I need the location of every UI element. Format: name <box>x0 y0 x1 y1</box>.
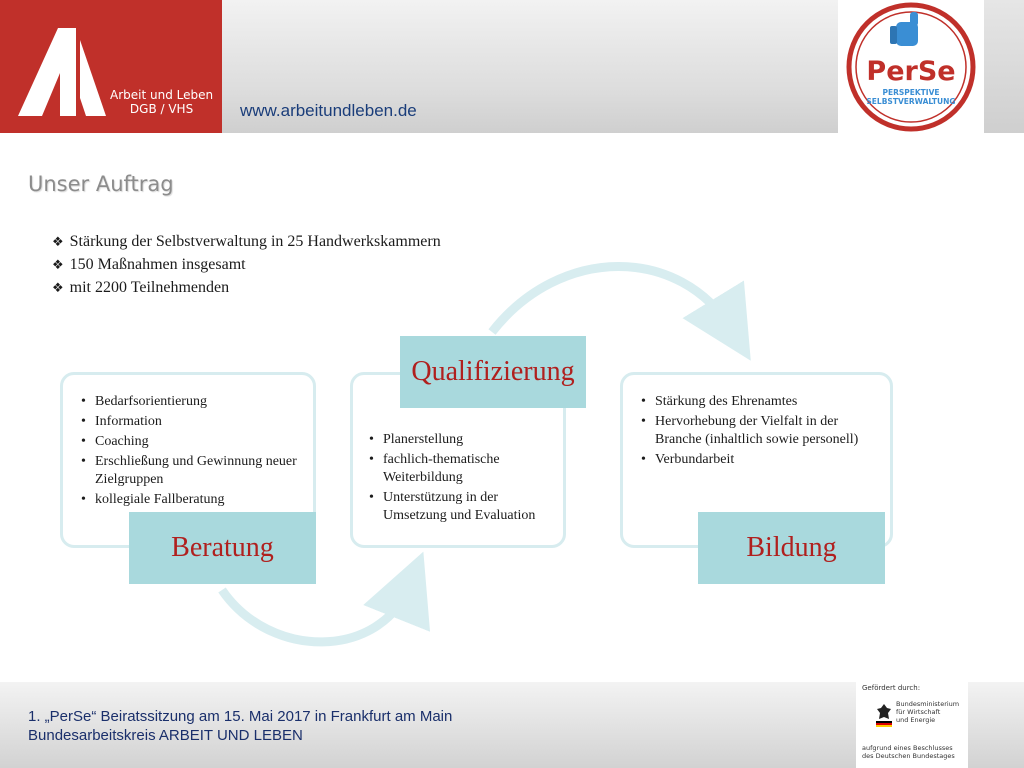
bildung-list <box>637 393 882 469</box>
diamond-bullet-icon: ❖ <box>52 235 64 250</box>
list-item: • Bedarfsorientierung <box>77 393 307 411</box>
arrow-top <box>492 266 732 332</box>
federal-eagle-icon <box>876 702 892 728</box>
logo-line-1: Arbeit und Leben <box>110 88 214 102</box>
footer-text <box>28 707 452 745</box>
diamond-bullet-icon: ❖ <box>52 258 64 273</box>
intro-bullet: ❖ mit 2200 Teilnehmenden <box>52 279 230 296</box>
label-bildung: Bildung <box>698 512 885 584</box>
list-item: • fachlich-thematische Weiterbildung <box>365 451 557 487</box>
badge-sub-1: PERSPEKTIVE <box>882 88 940 97</box>
badge-title: PerSe <box>866 56 956 87</box>
arrow-bottom <box>222 585 410 642</box>
list-item: • Planerstellung <box>365 431 557 449</box>
list-item: • Stärkung des Ehrenamtes <box>637 393 882 411</box>
funded-by-label: Gefördert durch: <box>862 684 921 692</box>
list-item: • Verbundarbeit <box>637 451 882 469</box>
footer-line-2: Bundesarbeitskreis ARBEIT UND LEBEN <box>28 727 303 744</box>
beratung-list <box>77 393 307 509</box>
label-qualifizierung: Qualifizierung <box>400 336 586 408</box>
qualifizierung-list <box>365 431 557 525</box>
badge-sub-2: SELBSTVERWALTUNG <box>866 97 956 106</box>
intro-bullet: ❖ Stärkung der Selbstverwaltung in 25 Handwerkskammern <box>52 233 441 250</box>
bundestag-decision: aufgrund eines Beschlusses des Deutschen Bundestages <box>862 744 955 760</box>
footer-line-1: 1. „PerSe“ Beiratssitzung am 15. Mai 2017 in Frankfurt am Main <box>28 708 453 725</box>
intro-bullet: ❖ 150 Maßnahmen insgesamt <box>52 256 246 273</box>
website-link[interactable]: www.arbeitundleben.de <box>240 101 417 120</box>
list-item: • Information <box>77 413 307 431</box>
list-item: • Hervorhebung der Vielfalt in der Branche (inhaltlich sowie personell) <box>637 413 882 449</box>
list-item: • Erschließung und Gewinnung neuer Zielgruppen <box>77 453 307 489</box>
slide-title: Unser Auftrag <box>28 172 174 196</box>
list-item: • Coaching <box>77 433 307 451</box>
logo-line-2: DGB / VHS <box>129 102 194 116</box>
ministry-name: Bundesministerium für Wirtschaft und Energie <box>896 700 960 724</box>
diamond-bullet-icon: ❖ <box>52 281 64 296</box>
funder-logo <box>856 682 968 768</box>
list-item: • kollegiale Fallberatung <box>77 491 307 509</box>
label-beratung: Beratung <box>129 512 316 584</box>
list-item: • Unterstützung in der Umsetzung und Evaluation <box>365 489 557 525</box>
